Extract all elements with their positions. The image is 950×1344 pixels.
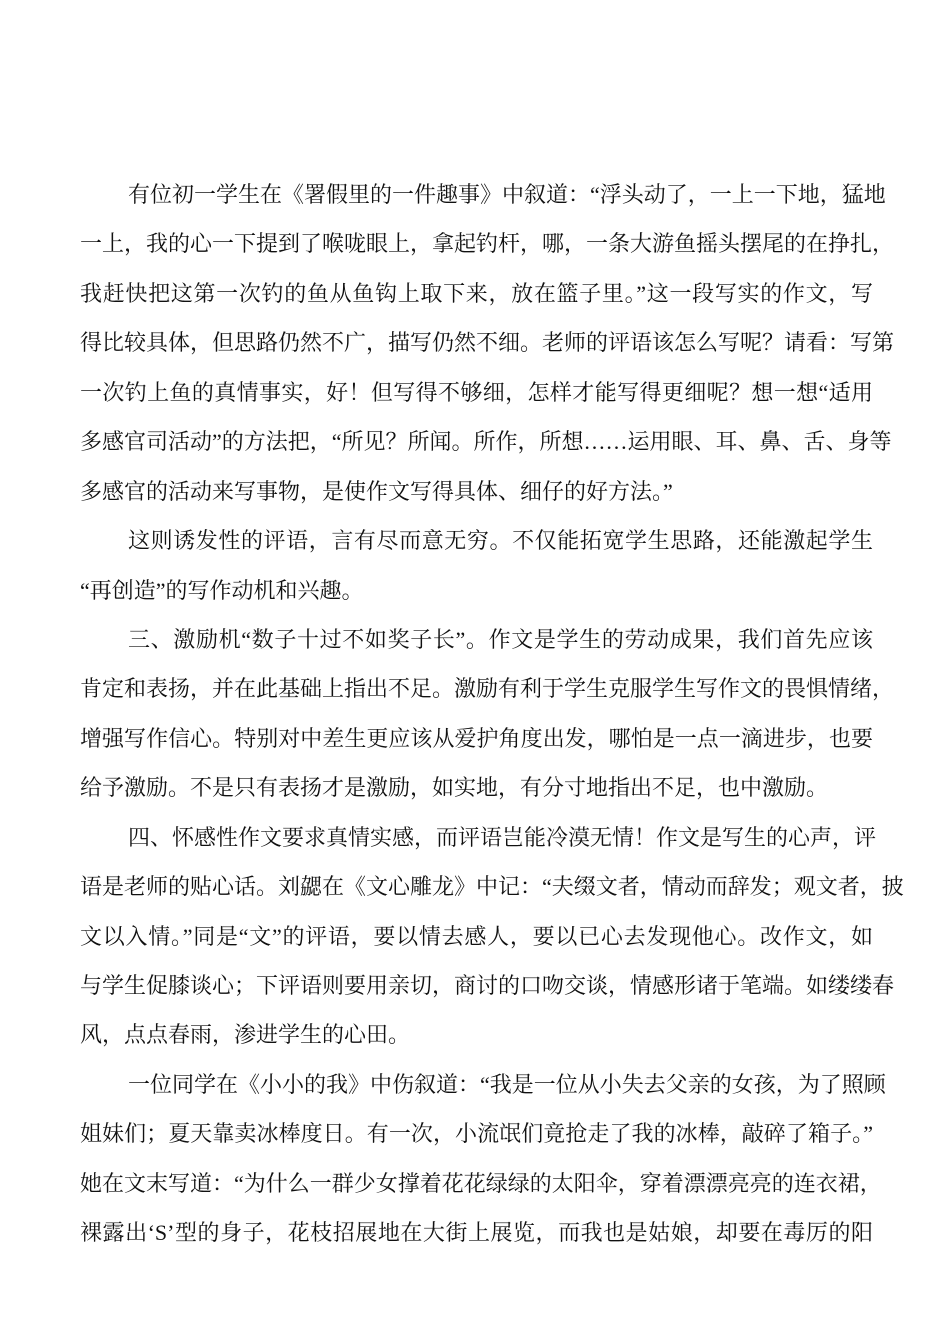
text-line: 得比较具体，但思路仍然不广，描写仍然不细。老师的评语该怎么写呢？请看：写第 (80, 330, 895, 356)
text-line: 风，点点春雨，渗进学生的心田。 (80, 1022, 411, 1048)
text-line: 多感官的活动来写事物，是使作文写得具体、细仔的好方法。” (80, 478, 673, 504)
text-line: 语是老师的贴心话。刘勰在《文心雕龙》中记：“夫缀文者，情动而辞发；观文者，披 (80, 874, 904, 900)
text-line: 一上，我的心一下提到了喉咙眼上，拿起钓杆，哪，一条大游鱼摇头摆尾的在挣扎， (80, 231, 895, 257)
document-body (80, 170, 904, 1258)
paragraph (80, 615, 895, 813)
text-line: “再创造”的写作动机和兴趣。 (80, 577, 364, 603)
text-line: 文以入情。”同是“文”的评语，要以情去感人，要以已心去发现他心。改作文，如 (80, 923, 873, 949)
text-line: 三、激励机“数子十过不如奖子长”。作文是学生的劳动成果，我们首先应该 (128, 626, 873, 652)
text-line: 我赶快把这第一次钓的鱼从鱼钩上取下来，放在篮子里。”这一段写实的作文，写 (80, 280, 873, 306)
text-line: 姐妹们；夏天靠卖冰棒度日。有一次，小流氓们竟抢走了我的冰棒，敲碎了箱子。” (80, 1121, 873, 1147)
text-line: 给予激励。不是只有表扬才是激励，如实地，有分寸地指出不足，也中激励。 (80, 775, 829, 801)
text-line: 与学生促膝谈心；下评语则要用亲切，商讨的口吻交谈，情感形诸于笔端。如缕缕春 (80, 973, 895, 998)
text-line: 有位初一学生在《署假里的一件趣事》中叙道：“浮头动了，一上一下地，猛地 (128, 182, 886, 207)
text-line: 这则诱发性的评语，言有尽而意无穷。不仅能拓宽学生思路，还能激起学生 (128, 528, 873, 554)
paragraph (80, 1060, 886, 1258)
text-line: 一位同学在《小小的我》中伤叙道：“我是一位从小失去父亲的女孩，为了照顾 (128, 1071, 886, 1097)
paragraph (80, 516, 873, 615)
text-line: 她在文末写道：“为什么一群少女撑着花花绿绿的太阳伞，穿着漂漂亮亮的连衣裙， (80, 1170, 882, 1196)
text-line: 增强写作信心。特别对中差生更应该从爱护角度出发，哪怕是一点一滴进步，也要 (80, 725, 873, 751)
paragraph (80, 170, 895, 516)
text-line: 四、怀感性作文要求真情实感，而评语岂能冷漠无情！作文是写生的心声，评 (128, 824, 877, 850)
text-line: 裸露出‘S’型的身子，花枝招展地在大街上展览，而我也是姑娘，却要在毒厉的阳 (80, 1220, 873, 1246)
text-line: 多感官司活动”的方法把，“所见？所闻。所作，所想……运用眼、耳、鼻、舌、身等 (80, 429, 892, 455)
text-line: 一次钓上鱼的真情事实，好！但写得不够细，怎样才能写得更细呢？想一想“适用 (80, 379, 873, 405)
paragraph (80, 813, 904, 1060)
text-line: 肯定和表扬，并在此基础上指出不足。激励有利于学生克服学生写作文的畏惧情绪， (80, 676, 895, 702)
